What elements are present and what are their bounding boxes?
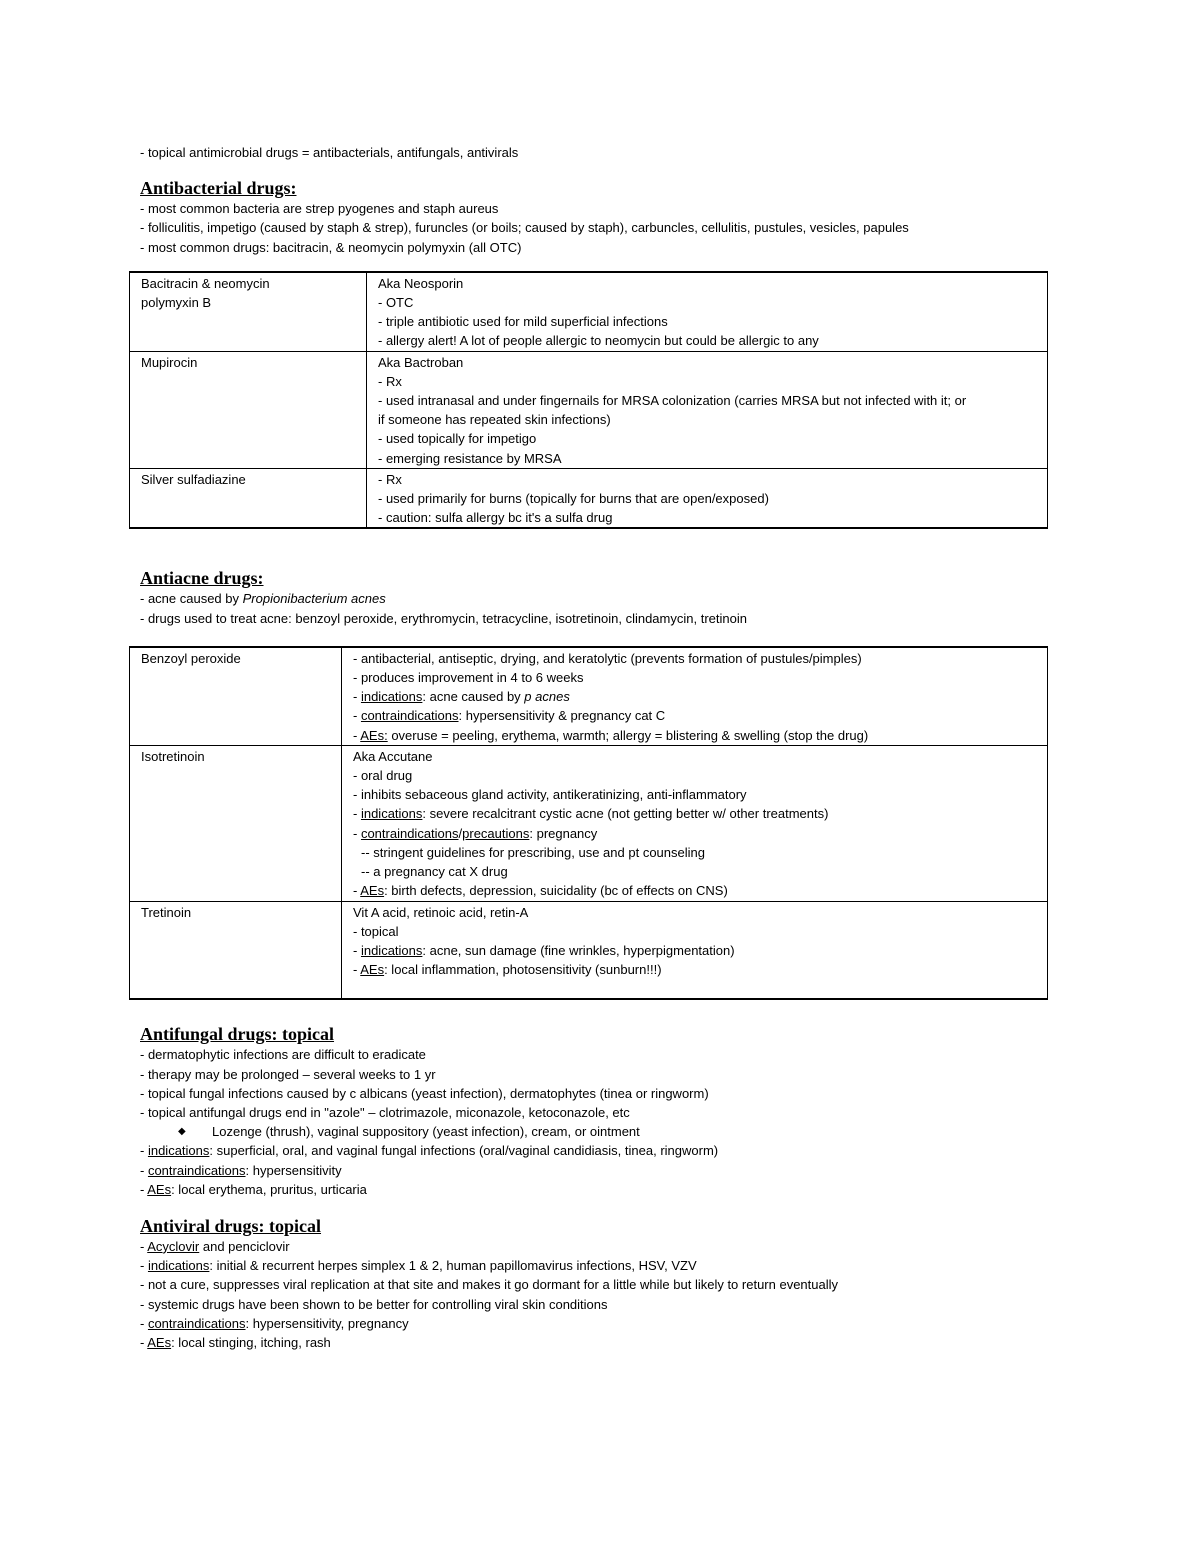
detail-line: - indications: acne, sun damage (fine wrinkles, hyperpigmentation) <box>353 942 735 958</box>
antiacne-table <box>129 646 1048 1000</box>
detail-line: - oral drug <box>353 768 413 784</box>
antiviral-line: - systemic drugs have been shown to be better for controlling viral skin conditions <box>140 1296 608 1312</box>
drug-details-cell <box>342 647 1048 746</box>
antiacne-heading: Antiacne drugs: <box>140 568 264 589</box>
detail-line: - antibacterial, antiseptic, drying, and keratolytic (prevents formation of pustules/pimples) <box>353 650 862 666</box>
detail-line: - used topically for impetigo <box>378 431 537 447</box>
detail-line: Aka Accutane <box>353 748 433 764</box>
detail-line: Aka Bactroban <box>378 354 464 370</box>
document-page <box>140 143 1047 1352</box>
antiviral-line: - AEs: local stinging, itching, rash <box>140 1334 331 1350</box>
antifungal-line: - therapy may be prolonged – several weeks to 1 yr <box>140 1066 436 1082</box>
antifungal-line: - dermatophytic infections are difficult to eradicate <box>140 1047 426 1063</box>
drug-details-cell <box>367 272 1048 351</box>
drug-name-cell <box>130 901 342 999</box>
detail-line: - triple antibiotic used for mild superficial infections <box>378 314 668 330</box>
antifungal-heading: Antifungal drugs: topical <box>140 1024 335 1045</box>
drug-details-cell <box>367 351 1048 468</box>
antifungal-line: - indications: superficial, oral, and vaginal fungal infections (oral/vaginal candidiasis, tinea, ringworm) <box>140 1143 719 1159</box>
detail-line: - indications: acne caused by p acnes <box>353 689 570 705</box>
drug-name: Bacitracin & neomycin <box>141 275 270 291</box>
detail-line: - OTC <box>378 295 414 311</box>
antifungal-line: - AEs: local erythema, pruritus, urticaria <box>140 1181 367 1197</box>
antiviral-line: - indications: initial & recurrent herpes simplex 1 & 2, human papillomavirus infections, HSV, VZV <box>140 1258 697 1274</box>
drug-name: Benzoyl peroxide <box>141 650 241 666</box>
drug-name: Tretinoin <box>141 904 192 920</box>
antiviral-line: - Acyclovir and penciclovir <box>140 1238 290 1254</box>
antifungal-line: - topical antifungal drugs end in "azole" – clotrimazole, miconazole, ketoconazole, etc <box>140 1104 630 1120</box>
detail-line: -- stringent guidelines for prescribing, use and pt counseling <box>361 844 705 860</box>
detail-line: -- a pregnancy cat X drug <box>361 864 508 880</box>
drug-name: polymyxin B <box>141 295 212 311</box>
antiacne-line: - acne caused by Propionibacterium acnes <box>140 591 386 607</box>
antibacterial-heading: Antibacterial drugs: <box>140 178 297 199</box>
antiviral-line: - contraindications: hypersensitivity, pregnancy <box>140 1315 409 1331</box>
table-row <box>130 351 1048 468</box>
drug-details-cell <box>342 745 1048 901</box>
detail-line: if someone has repeated skin infections) <box>378 412 611 428</box>
detail-line: - allergy alert! A lot of people allergic to neomycin but could be allergic to any <box>378 333 819 349</box>
antibacterial-line: - most common bacteria are strep pyogenes and staph aureus <box>140 201 499 217</box>
drug-name-cell <box>130 745 342 901</box>
detail-line: Aka Neosporin <box>378 275 464 291</box>
detail-line: - inhibits sebaceous gland activity, antikeratinizing, anti-inflammatory <box>353 787 747 803</box>
table-row <box>130 647 1048 746</box>
antifungal-line: - contraindications: hypersensitivity <box>140 1162 342 1178</box>
drug-name: Silver sulfadiazine <box>141 471 246 487</box>
detail-line: - AEs: local inflammation, photosensitivity (sunburn!!!) <box>353 962 662 978</box>
drug-name-cell <box>130 468 367 528</box>
drug-details-cell <box>367 468 1048 528</box>
detail-line: Vit A acid, retinoic acid, retin-A <box>353 904 529 920</box>
drug-name: Isotretinoin <box>141 748 205 764</box>
drug-name-cell <box>130 272 367 351</box>
antifungal-line: - topical fungal infections caused by c albicans (yeast infection), dermatophytes (tinea or ringworm) <box>140 1085 709 1101</box>
table-row <box>130 901 1048 999</box>
detail-line: - contraindications/precautions: pregnancy <box>353 825 598 841</box>
antiacne-line: - drugs used to treat acne: benzoyl peroxide, erythromycin, tetracycline, isotretinoin, clindamycin, tretinoin <box>140 610 747 626</box>
intro-line: - topical antimicrobial drugs = antibacterials, antifungals, antivirals <box>140 145 519 160</box>
detail-line: - Rx <box>378 471 402 487</box>
antibacterial-line: - most common drugs: bacitracin, & neomycin polymyxin (all OTC) <box>140 239 522 255</box>
antibacterial-table <box>129 271 1048 530</box>
detail-line: - AEs: birth defects, depression, suicidality (bc of effects on CNS) <box>353 883 728 899</box>
antibacterial-line: - folliculitis, impetigo (caused by staph & strep), furuncles (or boils; caused by staph), carbuncles, cellulitis, pustules, vesicles, papules <box>140 220 909 236</box>
drug-name-cell <box>130 647 342 746</box>
detail-line: - indications: severe recalcitrant cystic acne (not getting better w/ other treatments) <box>353 806 829 822</box>
antiviral-line: - not a cure, suppresses viral replication at that site and makes it go dormant for a little while but likely to return eventually <box>140 1277 839 1293</box>
detail-line: - AEs: overuse = peeling, erythema, warmth; allergy = blistering & swelling (stop the drug) <box>353 727 869 743</box>
detail-line: - emerging resistance by MRSA <box>378 450 562 466</box>
bullet-icon: ◆ <box>178 1126 186 1138</box>
detail-line: - produces improvement in 4 to 6 weeks <box>353 670 584 686</box>
antifungal-bullet-line: ◆ Lozenge (thrush), vaginal suppository (yeast infection), cream, or ointment <box>140 1122 1047 1141</box>
detail-line: - used intranasal and under fingernails for MRSA colonization (carries MRSA but not infected with it; or <box>378 393 967 409</box>
table-row <box>130 745 1048 901</box>
antiviral-heading: Antiviral drugs: topical <box>140 1215 322 1236</box>
drug-name: Mupirocin <box>141 354 198 370</box>
table-row <box>130 272 1048 351</box>
detail-line: - caution: sulfa allergy bc it's a sulfa drug <box>378 510 613 526</box>
table-row <box>130 468 1048 528</box>
detail-line: - topical <box>353 923 399 939</box>
drug-details-cell <box>342 901 1048 999</box>
detail-line: - used primarily for burns (topically for burns that are open/exposed) <box>378 491 769 507</box>
detail-line: - Rx <box>378 373 402 389</box>
detail-line: - contraindications: hypersensitivity & pregnancy cat C <box>353 708 666 724</box>
drug-name-cell <box>130 351 367 468</box>
